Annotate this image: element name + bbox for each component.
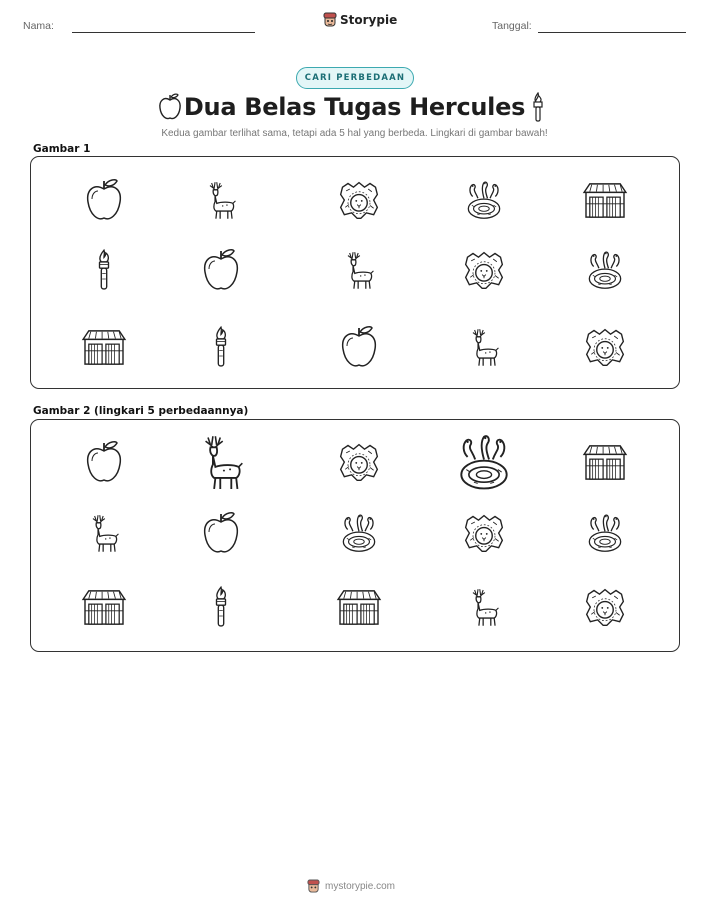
storypie-mascot-icon [307, 879, 320, 894]
date-label: Tanggal: [492, 20, 532, 32]
stable-icon[interactable] [336, 588, 382, 630]
name-label: Nama: [23, 20, 54, 32]
lion-pelt-icon [583, 326, 627, 372]
activity-tag: CARI PERBEDAAN [296, 67, 414, 89]
instructions-text: Kedua gambar terlihat sama, tetapi ada 5 hal yang berbeda. Lingkari di gambar bawah! [161, 128, 548, 139]
torch-icon [212, 324, 230, 374]
brand-name: Storypie [340, 13, 398, 27]
deer-icon [204, 178, 238, 226]
picture1-label: Gambar 1 [33, 143, 91, 155]
page-title: Dua Belas Tugas Hercules [183, 93, 526, 121]
lion-pelt-icon [337, 179, 381, 225]
storypie-mascot-icon [323, 12, 337, 28]
hydra-icon[interactable] [585, 511, 625, 559]
apple-icon [201, 247, 241, 297]
lion-pelt-icon[interactable] [337, 441, 381, 487]
deer-icon[interactable] [467, 585, 501, 633]
date-field-line[interactable] [538, 32, 686, 33]
stable-icon [81, 328, 127, 370]
lion-pelt-icon[interactable] [583, 586, 627, 632]
lion-pelt-icon [462, 249, 506, 295]
deer-icon [342, 248, 376, 296]
picture2-label: Gambar 2 (lingkari 5 perbedaannya) [33, 405, 249, 417]
apple-icon [84, 177, 124, 227]
stable-icon [582, 181, 628, 223]
hydra-icon [585, 248, 625, 296]
lion-pelt-icon[interactable] [462, 512, 506, 558]
apple-icon [339, 324, 379, 374]
apple-icon[interactable] [201, 510, 241, 560]
hydra-icon[interactable] [455, 430, 513, 498]
torch-icon[interactable] [212, 584, 230, 634]
torch-icon [530, 92, 546, 122]
footer-site: mystorypie.com [325, 881, 396, 892]
deer-icon[interactable] [197, 430, 246, 498]
brand-logo [323, 12, 397, 28]
name-field-line[interactable] [72, 32, 255, 33]
torch-icon [95, 247, 113, 297]
stable-icon[interactable] [81, 588, 127, 630]
hydra-icon[interactable] [339, 511, 379, 559]
deer-icon [467, 325, 501, 373]
hydra-icon [464, 178, 504, 226]
footer [307, 879, 395, 894]
deer-icon[interactable] [87, 511, 121, 559]
apple-icon[interactable] [84, 439, 124, 489]
stable-icon[interactable] [582, 443, 628, 485]
